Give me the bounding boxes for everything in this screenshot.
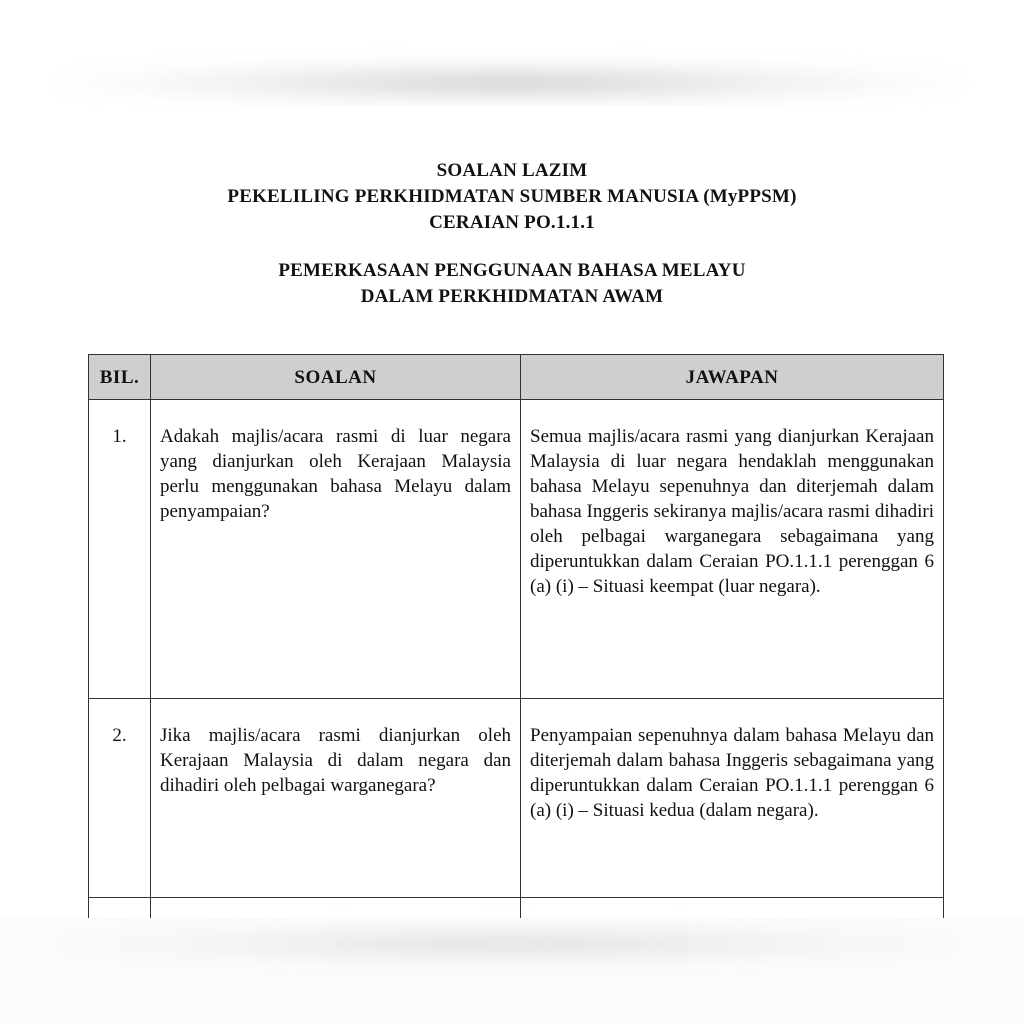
- faq-table: [88, 354, 944, 939]
- column-header-jawapan: JAWAPAN: [521, 355, 944, 400]
- subtitle-line: DALAM PERKHIDMATAN AWAM: [360, 286, 664, 307]
- title-line: SOALAN LAZIM: [436, 160, 588, 181]
- title-line: CERAIAN PO.1.1.1: [429, 212, 595, 233]
- document-page: [0, 106, 1024, 918]
- document-subtitle: [0, 258, 1024, 310]
- table-row: [89, 400, 944, 699]
- table-row: [89, 699, 944, 898]
- table-header-row: [89, 355, 944, 400]
- answer-cell: Semua majlis/acara rasmi yang dianjurkan Kerajaan Malaysia di luar negara hendaklah menggunakan bahasa Melayu sepenuhnya dan diterjemah dalam bahasa Inggeris sekiranya majlis/acara rasmi dihadiri oleh pelbagai warganegara sebagaimana yang diperuntukkan dalam Ceraian PO.1.1.1 perenggan 6 (a) (i) – Situasi keempat (luar negara).: [521, 400, 944, 699]
- column-header-soalan: SOALAN: [151, 355, 521, 400]
- blurred-smudge-bottom: [60, 924, 960, 964]
- blurred-border-top: [60, 60, 960, 106]
- row-number: 2.: [89, 699, 151, 898]
- title-line: PEKELILING PERKHIDMATAN SUMBER MANUSIA (MyPPSM): [227, 186, 797, 207]
- question-cell: Jika majlis/acara rasmi dianjurkan oleh Kerajaan Malaysia di dalam negara dan dihadiri oleh pelbagai warganegara?: [151, 699, 521, 898]
- column-header-bil: BIL.: [89, 355, 151, 400]
- subtitle-line: PEMERKASAAN PENGGUNAAN BAHASA MELAYU: [278, 260, 746, 281]
- question-cell: Adakah majlis/acara rasmi di luar negara yang dianjurkan oleh Kerajaan Malaysia perlu menggunakan bahasa Melayu dalam penyampaian?: [151, 400, 521, 699]
- document-title: [0, 158, 1024, 236]
- row-number: 1.: [89, 400, 151, 699]
- answer-cell: Penyampaian sepenuhnya dalam bahasa Melayu dan diterjemah dalam bahasa Inggeris sebagaimana yang diperuntukkan dalam Ceraian PO.1.1.1 perenggan 6 (a) (i) – Situasi kedua (dalam negara).: [521, 699, 944, 898]
